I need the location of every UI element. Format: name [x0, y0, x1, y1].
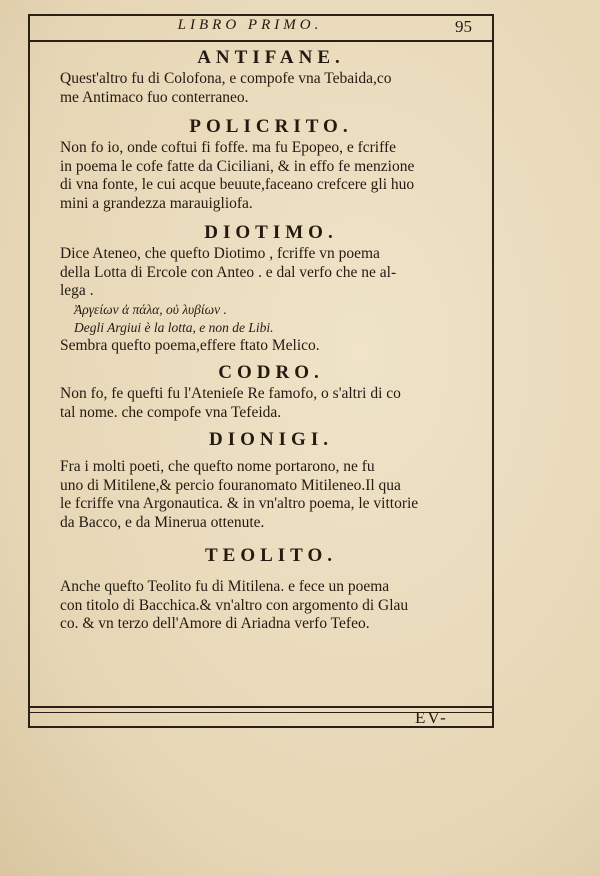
- section-dionigi: [60, 428, 482, 532]
- section-heading: ANTIFANE.: [197, 47, 345, 68]
- section-heading: DIONIGI.: [209, 429, 333, 450]
- text-line: co. & vn terzo dell'Amore di Ariadna verfo Tefeo.: [60, 615, 370, 632]
- section-diotimo: [60, 221, 482, 355]
- text-line: Fra i molti poeti, che quefto nome portarono, ne fu: [60, 458, 375, 475]
- text-line: Anche quefto Teolito fu di Mitilena. e fece un poema: [60, 578, 390, 595]
- section-heading: DIOTIMO.: [204, 222, 338, 243]
- text-line: uno di Mitilene,& percio fouranomato Mitileneo.Il qua: [60, 476, 401, 494]
- running-head: LIBRO PRIMO.: [177, 17, 323, 33]
- page-number: 95: [455, 17, 472, 36]
- text-line: di vna fonte, le cui acque beuute,faceano crefcere gli huo: [60, 176, 415, 193]
- section-policrito: [60, 115, 482, 213]
- text-line: lega .: [60, 282, 94, 299]
- section-heading: POLICRITO.: [189, 116, 353, 137]
- text-body: [60, 46, 482, 634]
- text-line: tal nome. che compofe vna Tefeida.: [60, 403, 282, 421]
- text-line: Non fo io, onde coftui fi foffe. ma fu Epopeo, e fcriffe: [60, 139, 397, 156]
- catchword: EV-: [415, 708, 448, 727]
- text-line: Sembra quefto poema,effere ftato Melico.: [60, 336, 320, 354]
- section-heading: CODRO.: [218, 362, 324, 383]
- header-rule-top: [28, 14, 494, 16]
- text-line: me Antimaco fuo conterraneo.: [60, 88, 249, 106]
- greek-quotation: Ἀργείων ἀ πάλα, οὐ λυβίων .: [74, 301, 227, 317]
- text-line: Non fo, fe quefti fu l'Atenieſe Re famofo, o s'altri di co: [60, 385, 401, 402]
- section-antifane: [60, 46, 482, 107]
- section-codro: [60, 361, 482, 422]
- text-line: Dice Ateneo, che quefto Diotimo , fcriffe vn poema: [60, 245, 380, 262]
- text-line: da Bacco, e da Minerua ottenute.: [60, 513, 265, 531]
- section-teolito: [60, 544, 482, 634]
- header-rule-bottom: [28, 40, 494, 42]
- text-line: mini a grandezza marauigliofa.: [60, 194, 253, 212]
- text-line: con titolo di Bacchica.& vn'altro con argomento di Glau: [60, 596, 409, 614]
- italian-translation: Degli Argiui è la lotta, e non de Libi.: [74, 319, 274, 335]
- text-line: Quest'altro fu di Colofona, e compofe vna Tebaida,co: [60, 70, 392, 87]
- text-line: in poema le cofe fatte da Ciciliani, & in effo fe menzione: [60, 157, 415, 175]
- text-line: le fcriffe vna Argonautica. & in vn'altro poema, le vittorie: [60, 495, 419, 512]
- section-heading: TEOLITO.: [204, 545, 338, 566]
- text-line: della Lotta di Ercole con Anteo . e dal verfo che ne al-: [60, 263, 397, 281]
